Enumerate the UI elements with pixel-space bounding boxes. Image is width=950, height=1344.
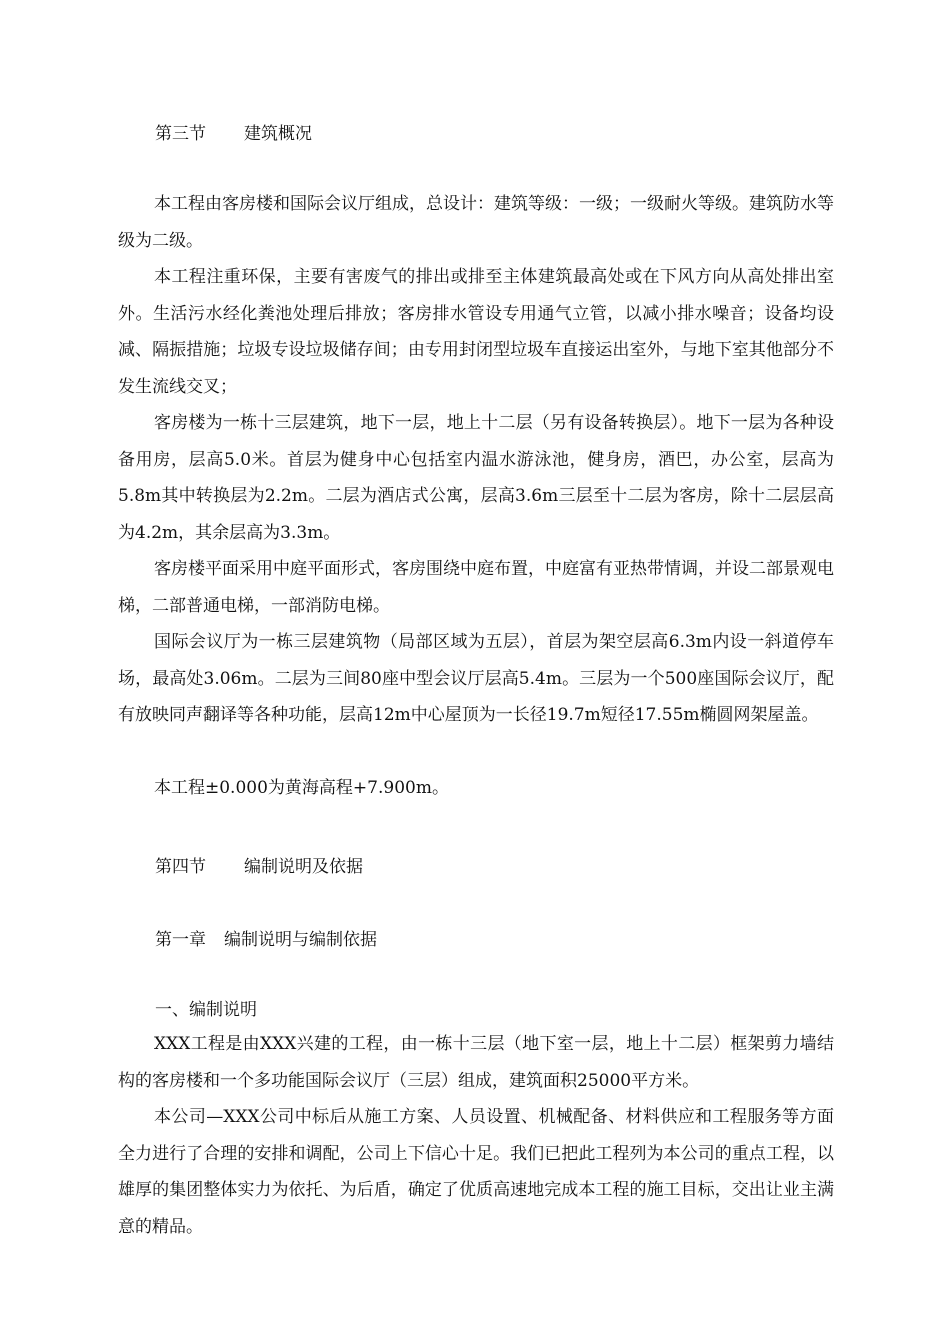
paragraph: 国际会议厅为一栋三层建筑物（局部区域为五层），首层为架空层高6.3m内设一斜道停车场，最高处3.06m。二层为三间80座中型会议厅层高5.4m。三层为一个500座国际会议厅，配有放映同声翻译等各种功能，层高12m中心屋顶为一长径19.7m短径17.55m椭圆网架屋盖。 bbox=[118, 632, 834, 725]
paragraph: 客房楼平面采用中庭平面形式，客房围绕中庭布置，中庭富有亚热带情调，并设二部景观电梯，二部普通电梯，一部消防电梯。 bbox=[118, 559, 834, 616]
chapter-title: 编制说明与编制依据 bbox=[224, 930, 377, 950]
section-number: 第三节 bbox=[155, 124, 206, 144]
paragraph: 客房楼为一栋十三层建筑，地下一层，地上十二层（另有设备转换层）。地下一层为各种设备用房，层高5.0米。首层为健身中心包括室内温水游泳池，健身房，酒巴，办公室，层高为5.8m其中转换层为2.2m。二层为酒店式公寓，层高3.6m三层至十二层为客房，除十二层层高为4.2m，其余层高为3.3m。 bbox=[118, 413, 834, 543]
paragraph: 本工程注重环保，主要有害废气的排出或排至主体建筑最高处或在下风方向从高处排出室外。生活污水经化粪池处理后排放；客房排水管设专用通气立管，以减小排水噪音；设备均设减、隔振措施；垃圾专设垃圾储存间；由专用封闭型垃圾车直接运出室外，与地下室其他部分不发生流线交叉； bbox=[118, 267, 834, 397]
section-heading-4 bbox=[155, 857, 363, 877]
paragraph: 本公司—XXX公司中标后从施工方案、人员设置、机械配备、材料供应和工程服务等方面全力进行了合理的安排和调配，公司上下信心十足。我们已把此工程列为本公司的重点工程，以雄厚的集团整体实力为依托、为后盾，确定了优质高速地完成本工程的施工目标，交出让业主满意的精品。 bbox=[118, 1107, 834, 1237]
section-title: 编制说明及依据 bbox=[244, 857, 363, 877]
section-number: 第四节 bbox=[155, 857, 206, 877]
chapter-heading bbox=[155, 930, 377, 950]
subsection-heading: 一、编制说明 bbox=[155, 1000, 257, 1020]
section-title: 建筑概况 bbox=[244, 124, 312, 144]
section-heading-3 bbox=[155, 124, 312, 144]
paragraph: 本工程±0.000为黄海高程+7.900m。 bbox=[154, 778, 449, 798]
paragraph: 本工程由客房楼和国际会议厅组成，总设计：建筑等级：一级；一级耐火等级。建筑防水等级为二级。 bbox=[118, 194, 834, 251]
paragraph: XXX工程是由XXX兴建的工程，由一栋十三层（地下室一层，地上十二层）框架剪力墙结构的客房楼和一个多功能国际会议厅（三层）组成，建筑面积25000平方米。 bbox=[118, 1034, 834, 1091]
chapter-number: 第一章 bbox=[155, 930, 206, 950]
